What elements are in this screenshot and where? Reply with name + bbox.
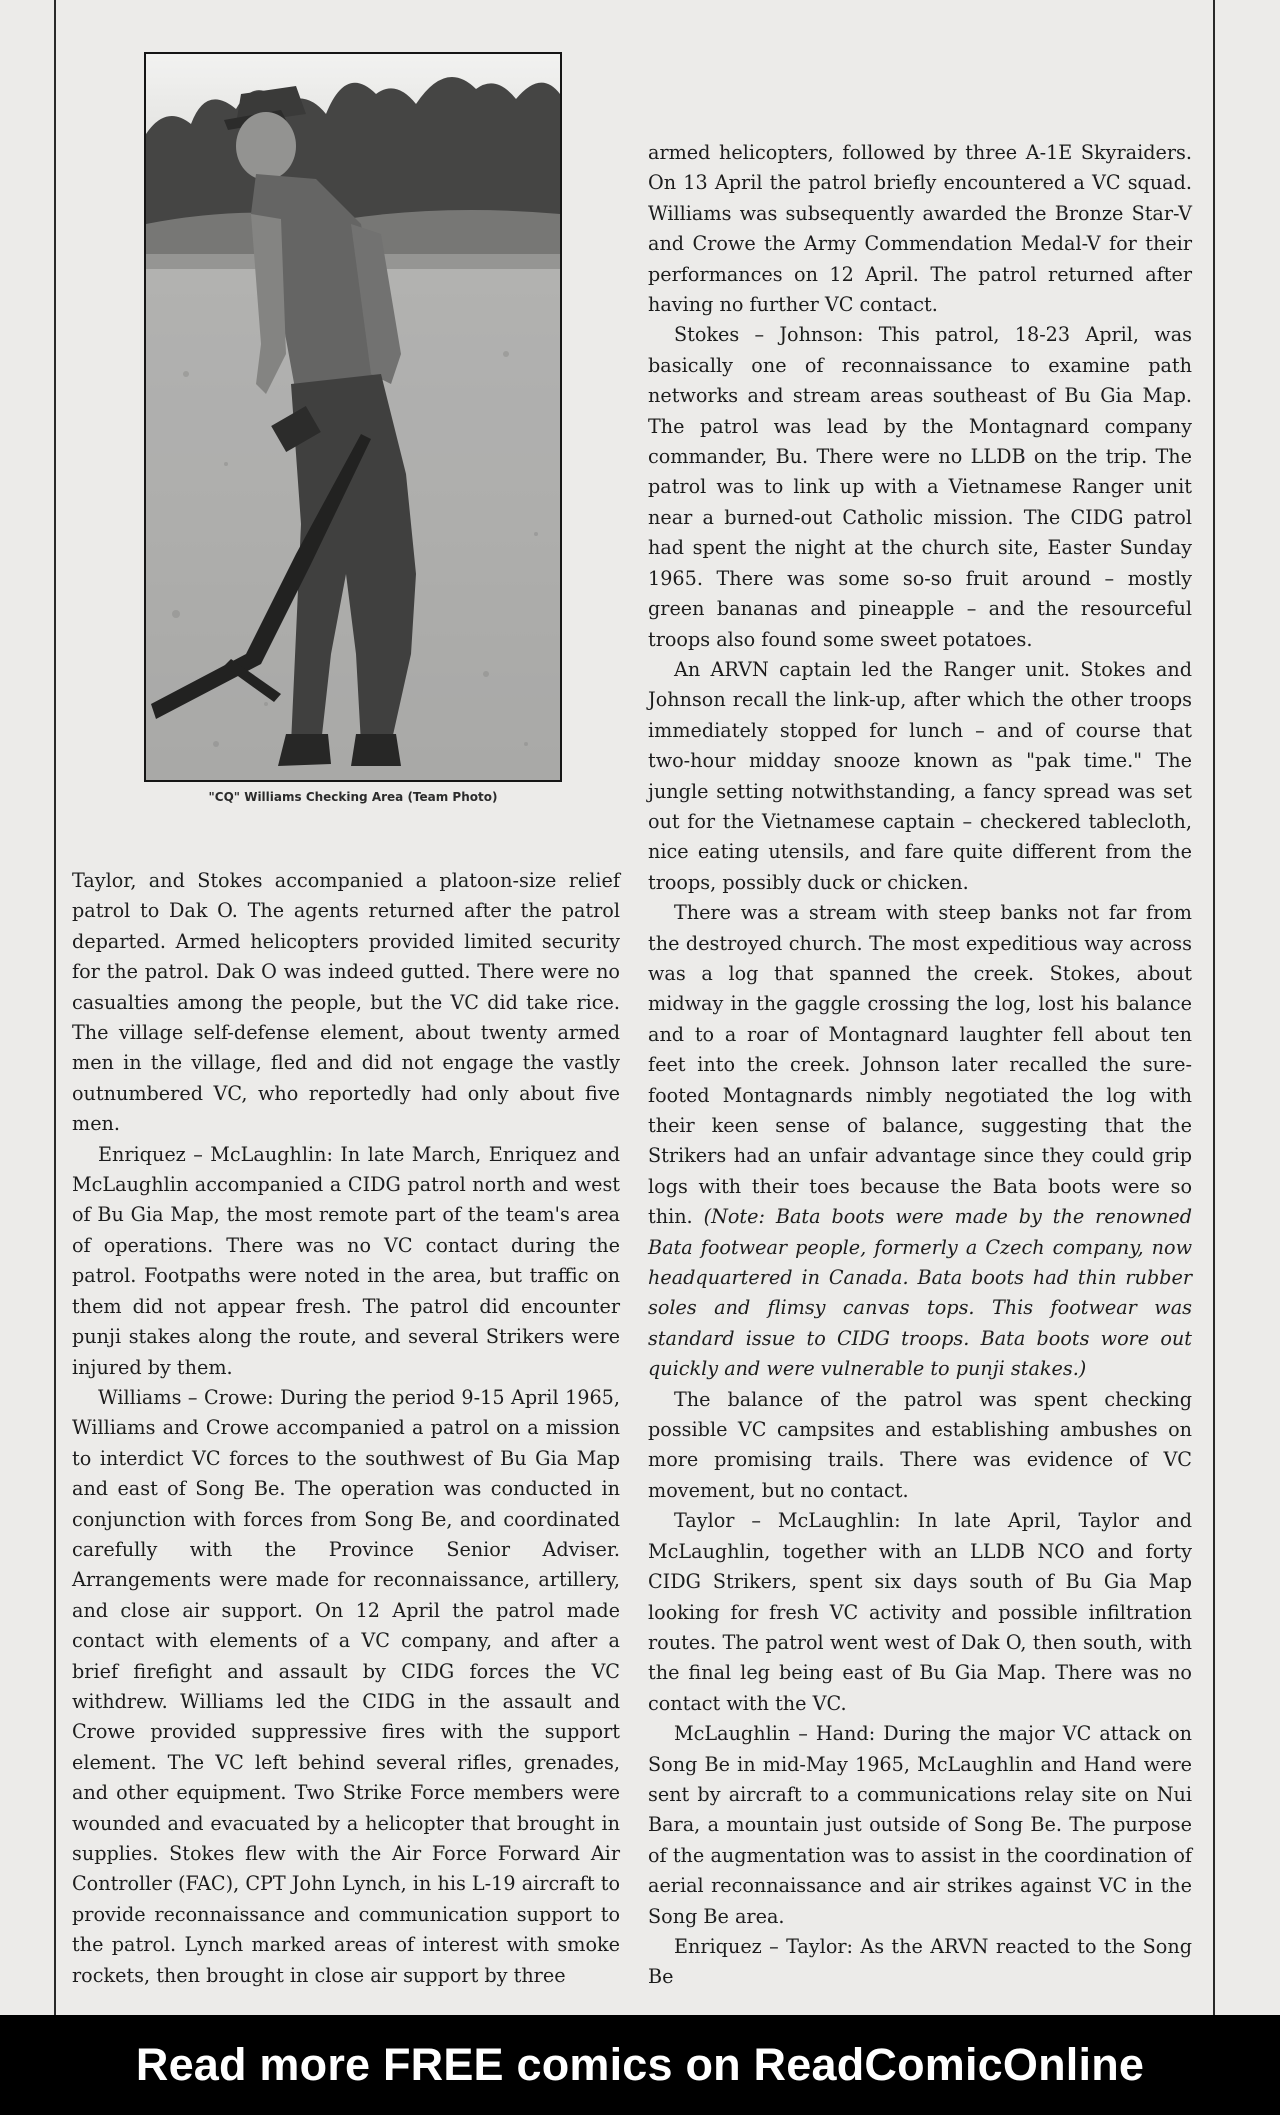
paragraph: An ARVN captain led the Ranger unit. Stokes and Johnson recall the link-up, after which the other troops immediately stopped for lunch – and of course that two-hour midday snooze known as "pak time." The jungle setting notwithstanding, a fancy spread was set out for the Vietnamese captain – checkered tablecloth, nice eating utensils, and fare quite different from the troops, possibly duck or chicken.: [648, 657, 1192, 894]
left-text-column: [72, 866, 620, 1991]
promo-banner-text[interactable]: Read more FREE comics on ReadComicOnline: [135, 2039, 1145, 2090]
photo-frame: [144, 52, 562, 782]
paragraph: Taylor, and Stokes accompanied a platoon-size relief patrol to Dak O. The agents returned after the patrol departed. Armed helicopters provided limited security for the patrol. Dak O was indeed gutted. There were no casualties among the people, but the VC did take rice. The village self-defense element, about twenty armed men in the village, fled and did not engage the vastly outnumbered VC, who reportedly had only about five men.: [72, 869, 620, 1136]
paragraph: Enriquez – Taylor: As the ARVN reacted to the Song Be: [648, 1934, 1192, 1989]
paragraph: Stokes – Johnson: This patrol, 18-23 April, was basically one of reconnaissance to examine path networks and stream areas southeast of Bu Gia Map. The patrol was lead by the Montagnard company commander, Bu. There were no LLDB on the trip. The patrol was to link up with a Vietnamese Ranger unit near a burned-out Catholic mission. The CIDG patrol had spent the night at the church site, Easter Sunday 1965. There was some so-so fruit around – mostly green bananas and pineapple – and the resourceful troops also found some sweet potatoes.: [648, 323, 1192, 651]
promo-banner[interactable]: [0, 2015, 1280, 2115]
photo-caption: "CQ" Williams Checking Area (Team Photo): [208, 790, 498, 804]
paragraph: Taylor – McLaughlin: In late April, Taylor and McLaughlin, together with an LLDB NCO and forty CIDG Strikers, spent six days south of Bu Gia Map looking for fresh VC activity and possible infiltration routes. The patrol went west of Dak O, then south, with the final leg being east of Bu Gia Map. There was no contact with the VC.: [648, 1509, 1192, 1715]
right-margin-rule: [1213, 0, 1215, 2015]
right-text-column: [648, 138, 1192, 1993]
paragraph: [648, 898, 1192, 1385]
paragraph: Williams – Crowe: During the period 9-15 April 1965, Williams and Crowe accompanied a patrol on a mission to interdict VC forces to the southwest of Bu Gia Map and east of Song Be. The operation was conducted in conjunction with forces from Song Be, and coordinated carefully with the Province Senior Adviser. Arrangements were made for reconnaissance, artillery, and close air support. On 12 April the patrol made contact with elements of a VC company, and after a brief firefight and assault by CIDG forces the VC withdrew. Williams led the CIDG in the assault and Crowe provided suppressive fires with the support element. The VC left behind several rifles, grenades, and other equipment. Two Strike Force members were wounded and evacuated by a helicopter that brought in supplies. Stokes flew with the Air Force Forward Air Controller (FAC), CPT John Lynch, in his L-19 aircraft to provide reconnaissance and communication support to the patrol. Lynch marked areas of interest with smoke rockets, then brought in close air support by three: [72, 1385, 620, 1987]
paragraph: The balance of the patrol was spent checking possible VC campsites and establishing ambushes on more promising trails. There was evidence of VC movement, but no contact.: [648, 1387, 1192, 1502]
paragraph-main-text: There was a stream with steep banks not far from the destroyed church. The most expeditious way across was a log that spanned the creek. Stokes, about midway in the gaggle crossing the log, lost his balance and to a roar of Montagnard laughter fell about ten feet into the creek. Johnson later recalled the sure-footed Montagnards nimbly negotiated the log with their keen sense of balance, suggesting that the Strikers had an unfair advantage since they could grip logs with their toes because the Bata boots were so thin.: [648, 901, 1192, 1229]
bata-boots-note: (Note: Bata boots were made by the renowned Bata footwear people, formerly a Czech company, now headquartered in Canada. Bata boots had thin rubber soles and flimsy canvas tops. This footwear was standard issue to CIDG troops. Bata boots wore out quickly and were vulnerable to punji stakes.): [648, 1205, 1192, 1381]
paragraph: Enriquez – McLaughlin: In late March, Enriquez and McLaughlin accompanied a CIDG patrol north and west of Bu Gia Map, the most remote part of the team's area of operations. There was no VC contact during the patrol. Footpaths were noted in the area, but traffic on them did not appear fresh. The patrol did encounter punji stakes along the route, and several Strikers were injured by them.: [72, 1142, 620, 1379]
paragraph: armed helicopters, followed by three A-1E Skyraiders. On 13 April the patrol briefly encountered a VC squad. Williams was subsequently awarded the Bronze Star-V and Crowe the Army Commendation Medal-V for their performances on 12 April. The patrol returned after having no further VC contact.: [648, 141, 1192, 317]
soldier-photo: [144, 52, 562, 782]
left-margin-rule: [54, 0, 56, 2015]
paragraph: McLaughlin – Hand: During the major VC attack on Song Be in mid-May 1965, McLaughlin and Hand were sent by aircraft to a communications relay site on Nui Bara, a mountain just outside of Song Be. The purpose of the augmentation was to assist in the coordination of aerial reconnaissance and air strikes against VC in the Song Be area.: [648, 1722, 1192, 1928]
